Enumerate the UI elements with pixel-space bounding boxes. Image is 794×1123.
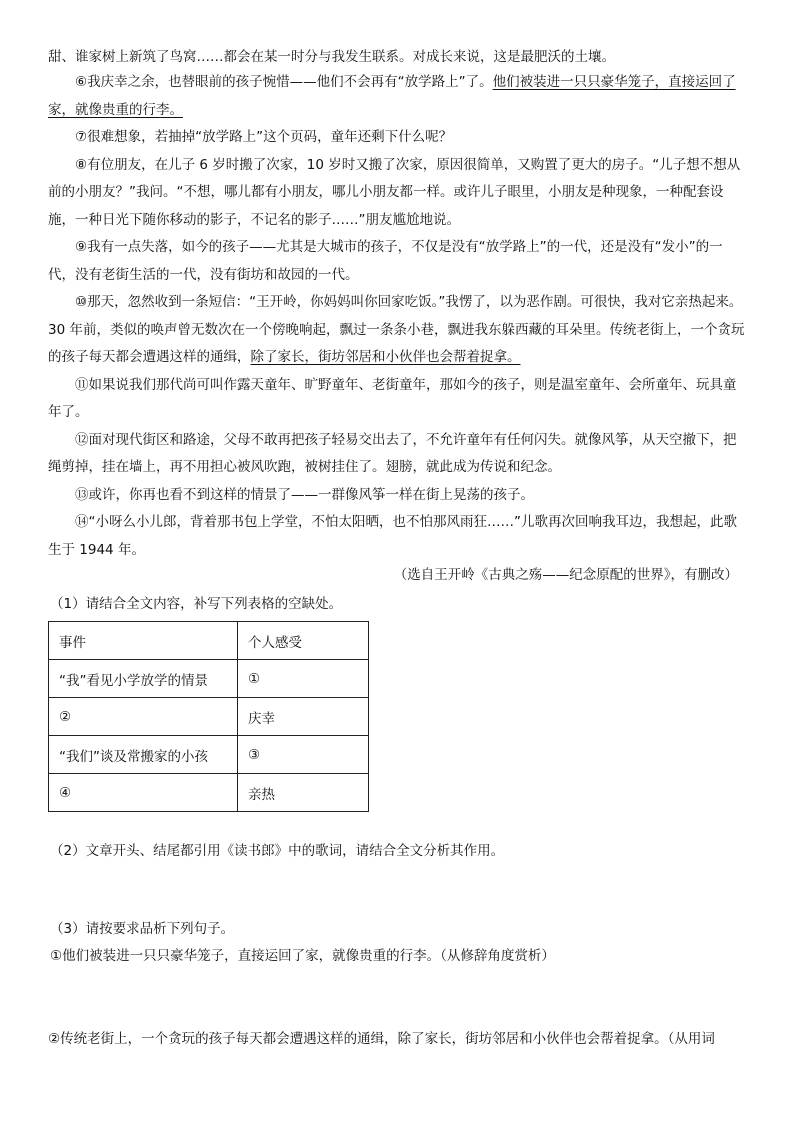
table-cell: ③ [238,736,369,774]
table-cell: ① [238,660,369,698]
paragraph-13: ⑬或许，你再也看不到这样的情景了——一群像风筝一样在街上晃荡的孩子。 [75,486,534,503]
table-row [49,698,369,736]
paragraph-11: ⑪如果说我们那代尚可叫作露天童年、旷野童年、老街童年，那如今的孩子，则是温室童年、会所童年、玩具童年了。 [48,376,737,420]
paragraph-8: ⑧有位朋友，在儿子 6 岁时搬了次家，10 岁时又搬了次家，原因很简单，又购置了更大的房子。“儿子想不想从前的小朋友？”我问。“不想，哪儿都有小朋友，哪儿小朋友都一样。或许儿子眼里，小朋友是种现象，一种配套设施，一种日光下随你移动的影子，不记名的影子……”朋友尴尬地说。 [48,156,741,228]
paragraph-10 [48,289,748,372]
table-cell: ④ [49,774,238,812]
question-3-item-2: ②传统老街上，一个贪玩的孩子每天都会遭遇这样的通缉，除了家长，街坊邻居和小伙伴也会帮着捉拿。（从用词 [48,1031,715,1047]
table-header-row [49,622,369,660]
table-cell: ② [49,698,238,736]
table-cell: “我们”谈及常搬家的小孩 [49,736,238,774]
question-1: （1）请结合全文内容，补写下列表格的空缺处。 [50,596,343,612]
question-3-item-1: ①他们被装进一只只豪华笼子，直接运回了家，就像贵重的行李。（从修辞角度赏析） [50,948,555,964]
passage-line-0: 甜、谁家树上新筑了鸟窝……都会在某一时分与我发生联系。对成长来说，这是最肥沃的土壤。 [48,49,615,65]
paragraph-9: ⑨我有一点失落，如今的孩子——尤其是大城市的孩子，不仅是没有“放学路上”的一代，还是没有“发小”的一代，没有老街生活的一代，没有街坊和故园的一代。 [48,239,723,283]
paragraph-6 [48,69,748,124]
paragraph-10-underlined: 除了家长，街坊邻居和小伙伴也会帮着捉拿。 [250,349,521,365]
question-3: （3）请按要求品析下列句子。 [50,921,235,937]
answer-table [48,621,369,812]
paragraph-6-lead: ⑥我庆幸之余，也替眼前的孩子惋惜——他们不会再有“放学路上”了。 [75,74,493,90]
table-row [49,660,369,698]
table-cell: 亲热 [238,774,369,812]
table-cell: “我”看见小学放学的情景 [49,660,238,698]
table-row [49,774,369,812]
paragraph-6-underlined: 他们被装进一只只豪华笼子，直接运回了家，就像贵重的行李。 [48,74,736,118]
paragraph-14: ⑭“小呀么小儿郎，背着那书包上学堂，不怕太阳晒，也不怕那风雨狂……”儿歌再次回响我耳边，我想起，此歌生于 1944 年。 [48,514,737,558]
paragraph-12: ⑫面对现代街区和路途，父母不敢再把孩子轻易交出去了，不允许童年有任何闪失。就像风筝，从天空撤下，把绳剪掉，挂在墙上，再不用担心被风吹跑，被树挂住了。翅膀，就此成为传说和纪念。 [48,431,737,475]
table-header-cell: 个人感受 [238,622,369,660]
source-citation: （选自王开岭《古典之殇——纪念原配的世界》，有删改） [393,567,738,583]
question-2: （2）文章开头、结尾都引用《读书郎》中的歌词，请结合全文分析其作用。 [50,843,505,859]
table-row [49,736,369,774]
paragraph-7: ⑦很难想象，若抽掉“放学路上”这个页码，童年还剩下什么呢？ [75,129,453,145]
passage-body [48,69,748,564]
table-cell: 庆幸 [238,698,369,736]
table-header-cell: 事件 [49,622,238,660]
paragraph-10-lead: ⑩那天，忽然收到一条短信：“王开岭，你妈妈叫你回家吃饭。”我愣了，以为恶作剧。可很快，我对它亲热起来。30 年前，类似的唤声曾无数次在一个傍晚响起，飘过一条条小巷，飘进我东躲西藏的耳朵里。传统老街上，一个贪玩的孩子每天都会遭遇这样的通缉， [48,294,745,365]
